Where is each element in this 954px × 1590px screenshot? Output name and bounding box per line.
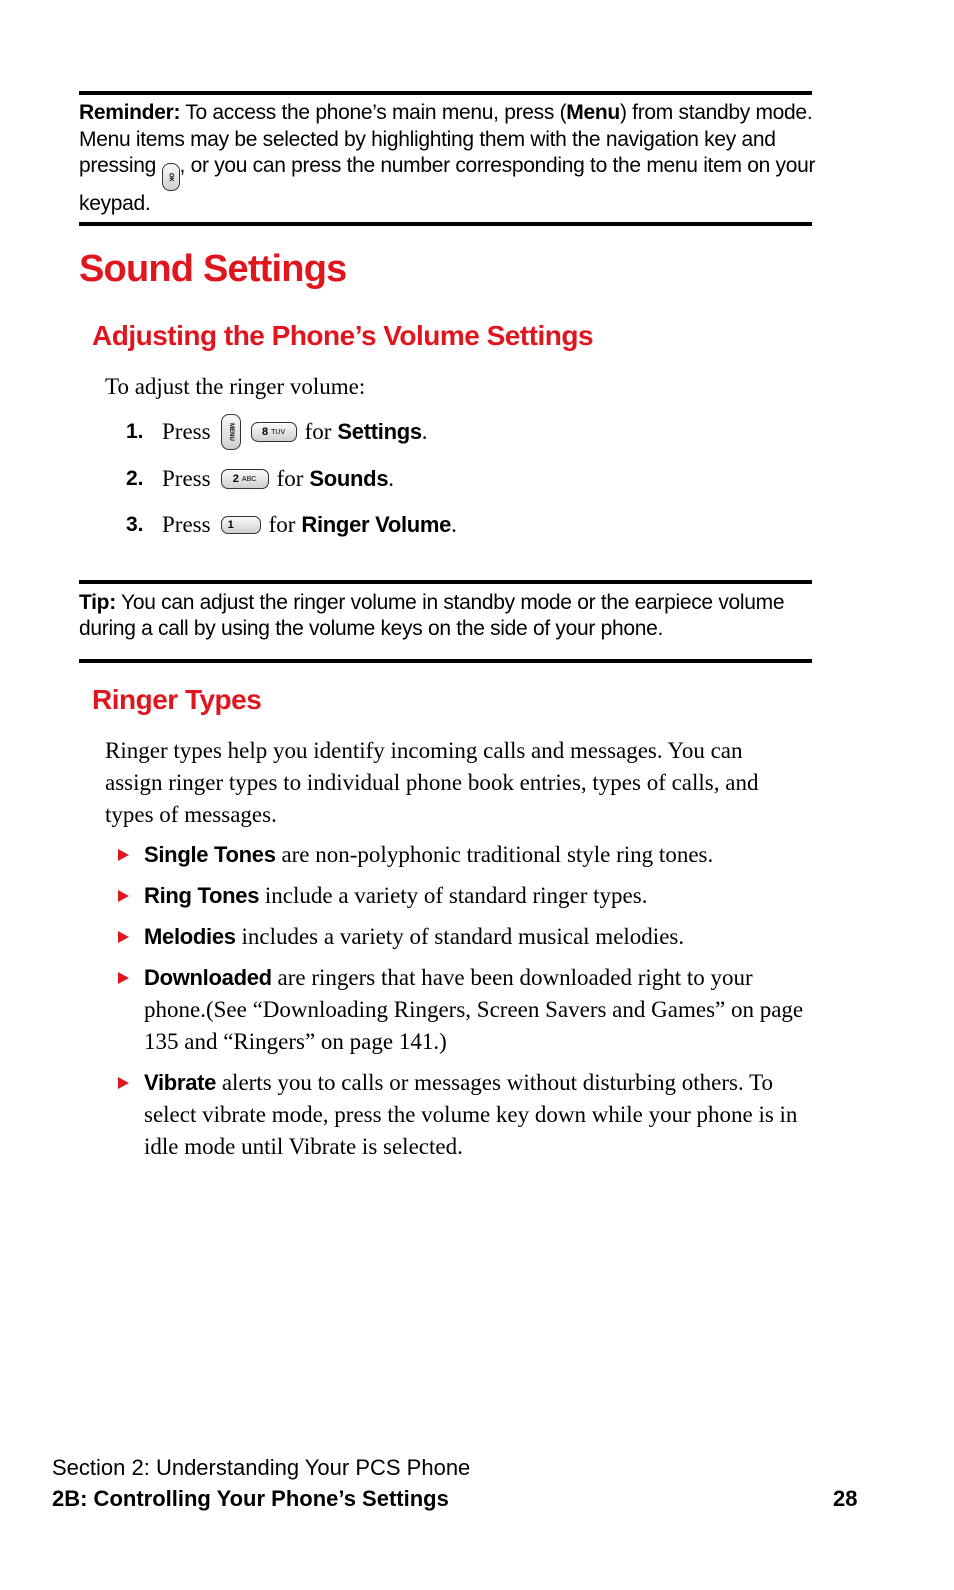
for-word: for [304, 419, 332, 444]
press-word: Press [162, 466, 211, 491]
for-word: for [276, 466, 304, 491]
footer-section: Section 2: Understanding Your PCS Phone [52, 1455, 471, 1480]
item-text: include a variety of standard ringer types. [259, 883, 648, 908]
for-word: for [268, 512, 296, 537]
menu-key-icon [221, 414, 241, 450]
key-2-letters: ABC [241, 475, 257, 483]
press-word: Press [162, 512, 211, 537]
bullet-arrow-icon [118, 890, 129, 902]
key-2-digit: 2 [232, 473, 239, 485]
period: . [451, 512, 457, 537]
key-1-icon [221, 516, 261, 534]
list-item [118, 880, 818, 912]
list-item [118, 921, 818, 953]
list-item [118, 839, 818, 871]
menu-word: Menu [566, 101, 620, 124]
item-term: Ring Tones [144, 883, 260, 908]
item-text: alerts you to calls or messages without disturbing others. To select vibrate mode, press the volume key down while your phone is in idle mode until Vibrate is selected. [144, 1070, 798, 1159]
step-target: Sounds [309, 466, 389, 491]
step-target: Ringer Volume [301, 512, 452, 537]
list-item [118, 962, 818, 1058]
item-term: Melodies [144, 924, 236, 949]
ringer-types-list [118, 839, 818, 1172]
item-term: Downloaded [144, 965, 272, 990]
reminder-top-rule [79, 91, 812, 95]
ringer-types-intro: Ringer types help you identify incoming calls and messages. You can assign ringer types to individual phone book entries, types of calls, and types of messages. [105, 738, 759, 827]
tip-note [79, 590, 819, 642]
key-1-digit: 1 [227, 519, 234, 531]
reminder-text-3: , or you can press the number corresponding to the menu item on your keypad. [79, 154, 816, 216]
item-term: Vibrate [144, 1070, 217, 1095]
ok-key-label: OK [167, 173, 174, 182]
reminder-text-1: To access the phone’s main menu, press ( [180, 101, 567, 124]
step-number: 2. [126, 467, 144, 490]
menu-key-label: MENU [227, 423, 234, 441]
step-target: Settings [337, 419, 422, 444]
key-8-icon [251, 422, 297, 442]
period: . [388, 466, 395, 491]
page-number: 28 [833, 1486, 858, 1511]
bullet-arrow-icon [118, 1077, 129, 1089]
key-2-icon [221, 469, 269, 489]
bullet-arrow-icon [118, 931, 129, 943]
item-text: are ringers that have been downloaded right to your phone.(See “Downloading Ringers, Screen Savers and Games” on page 135 and “Ringers” on page 141.) [144, 965, 804, 1054]
key-8-letters: TUV [271, 428, 286, 436]
bullet-arrow-icon [118, 972, 129, 984]
step-number: 3. [126, 513, 144, 536]
reminder-bottom-rule [79, 222, 812, 226]
key-8-digit: 8 [262, 426, 269, 438]
tip-label: Tip: [79, 591, 116, 614]
item-text: are non-polyphonic traditional style ring tones. [275, 842, 714, 867]
reminder-note [79, 100, 819, 218]
step-1 [126, 414, 428, 450]
step-2 [126, 461, 394, 497]
tip-bottom-rule [79, 659, 812, 663]
ok-key-icon [162, 163, 180, 191]
bullet-arrow-icon [118, 849, 129, 861]
step-number: 1. [126, 420, 144, 443]
footer-chapter: 2B: Controlling Your Phone’s Settings [52, 1486, 449, 1511]
ringer-types-heading: Ringer Types [92, 684, 262, 715]
reminder-text-2: ) from standby mode. Menu items may be selected by highlighting them with the navigation key and pressing [79, 101, 813, 177]
step-3 [126, 507, 457, 543]
item-term: Single Tones [144, 842, 276, 867]
list-item [118, 1067, 818, 1163]
tip-text: You can adjust the ringer volume in standby mode or the earpiece volume during a call by using the volume keys on the side of your phone. [79, 591, 785, 640]
period: . [421, 419, 428, 444]
volume-heading: Adjusting the Phone’s Volume Settings [92, 320, 594, 351]
section-title: Sound Settings [79, 248, 347, 290]
press-word: Press [162, 419, 211, 444]
item-text: includes a variety of standard musical melodies. [235, 924, 685, 949]
volume-intro: To adjust the ringer volume: [105, 374, 366, 399]
tip-top-rule [79, 580, 812, 584]
reminder-label: Reminder: [79, 101, 181, 124]
